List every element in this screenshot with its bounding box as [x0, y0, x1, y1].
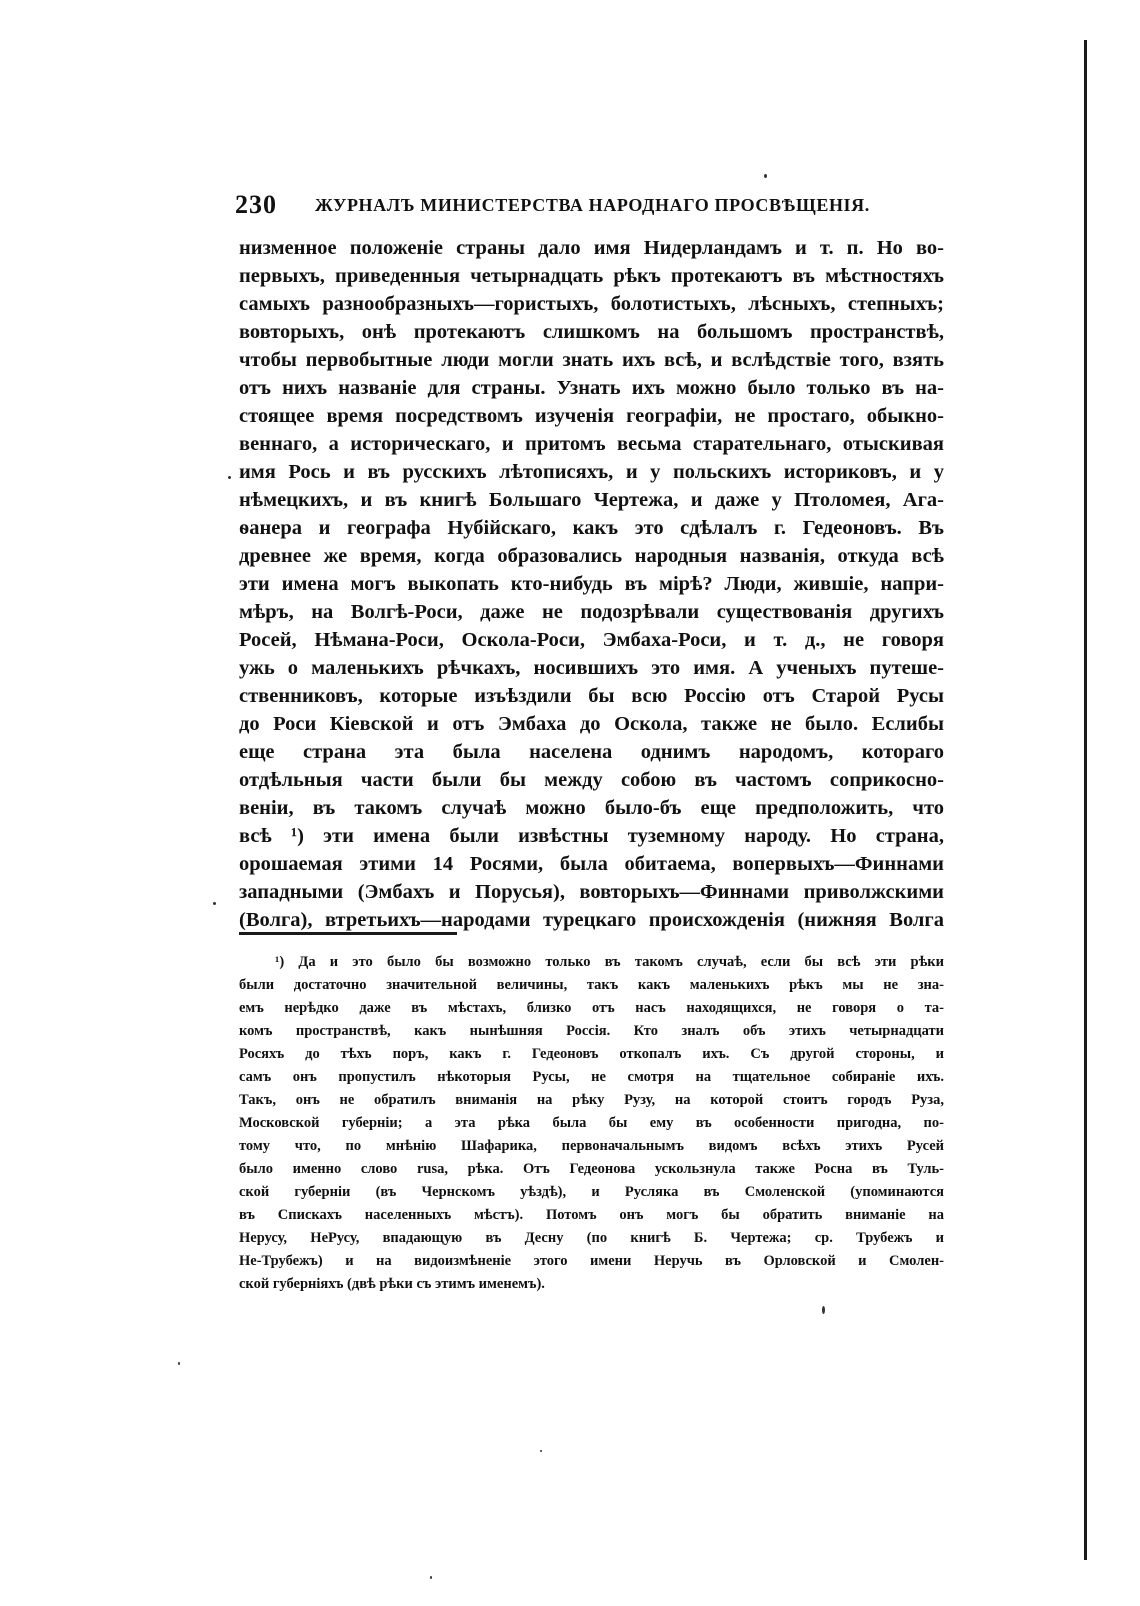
text-line: нѣмецкихъ, и въ книгѣ Большаго Чертежа, и даже у Птоломея, Ага-	[239, 489, 944, 511]
scan-speck	[430, 1576, 432, 1579]
text-line: низменное положеніе страны дало имя Нидерландамъ и т. п. Но во-	[239, 237, 944, 259]
scan-speck	[764, 174, 767, 178]
running-title: ЖУРНАЛЪ МИНИСТЕРСТВА НАРОДНАГО ПРОСВѢЩЕНІЯ.	[315, 195, 870, 215]
text-line: западными (Эмбахъ и Порусья), вовторыхъ—Финнами приволжскими	[239, 881, 944, 903]
text-line: отдѣльныя части были бы между собою въ частомъ соприкосно-	[239, 769, 944, 791]
footnote-line: Не-Трубежъ) и на видоизмѣненіе этого имени Неручь въ Орловской и Смолен-	[239, 1253, 944, 1269]
text-line: эти имена могъ выкопать кто-нибудь въ мірѣ? Люди, жившіе, напри-	[239, 573, 944, 595]
scan-speck	[228, 476, 231, 479]
footnote-line: тому что, по мнѣнію Шафарика, первоначальнымъ видомъ всѣхъ этихъ Русей	[239, 1138, 944, 1154]
footnote	[239, 951, 944, 1296]
page-header	[235, 190, 935, 220]
text-line: Росей, Нѣмана-Роси, Оскола-Роси, Эмбаха-Роси, и т. д., не говоря	[239, 629, 944, 651]
text-line: до Роси Кіевской и отъ Эмбаха до Оскола, также не было. Еслибы	[239, 713, 944, 735]
footnote-line: ¹) Да и это было бы возможно только въ такомъ случаѣ, если бы всѣ эти рѣки	[275, 954, 944, 970]
footnote-line: Росяхъ до тѣхъ поръ, какъ г. Гедеоновъ откопалъ ихъ. Съ другой стороны, и	[239, 1046, 944, 1062]
footnote-line: Нерусу, НеРусу, впадающую въ Десну (по книгѣ Б. Чертежа; ср. Трубежъ и	[239, 1230, 944, 1246]
text-line: древнее же время, когда образовались народныя названія, откуда всѣ	[239, 545, 944, 567]
text-line: веніи, въ такомъ случаѣ можно было-бъ еще предположить, что	[239, 797, 944, 819]
text-line: ственниковъ, которые изъѣздили бы всю Россію отъ Старой Русы	[239, 685, 944, 707]
text-line: ѳанера и географа Нубійскаго, какъ это сдѣлалъ г. Гедеоновъ. Въ	[239, 517, 944, 539]
text-line: мѣръ, на Волгѣ-Роси, даже не подозрѣвали существованія другихъ	[239, 601, 944, 623]
footnote-line: ской губерніяхъ (двѣ рѣки съ этимъ именемъ).	[239, 1276, 545, 1292]
page-number: 230	[235, 190, 277, 219]
footnote-line: Такъ, онъ не обратилъ вниманія на рѣку Рузу, на которой стоитъ городъ Руза,	[239, 1092, 944, 1108]
text-line: еще страна эта была населена однимъ народомъ, котораго	[239, 741, 944, 763]
text-line: стоящее время посредствомъ изученія географіи, не простаго, обыкно-	[239, 405, 944, 427]
main-text	[239, 234, 944, 934]
footnote-line: самъ онъ пропустилъ нѣкоторыя Русы, не смотря на тщательное собираніе ихъ.	[239, 1069, 944, 1085]
text-line: (Волга), втретьихъ—народами турецкаго происхожденія (нижняя Волга	[239, 909, 944, 931]
text-line: ужь о маленькихъ рѣчкахъ, носившихъ это имя. А ученыхъ путеше-	[239, 657, 944, 679]
text-line: чтобы первобытные люди могли знать ихъ всѣ, и вслѣдствіе того, взять	[239, 349, 944, 371]
text-line: отъ нихъ названіе для страны. Узнать ихъ можно было только въ на-	[239, 377, 944, 399]
footnote-line: ской губерніи (въ Чернскомъ уѣздѣ), и Русляка въ Смоленской (упоминаются	[239, 1184, 944, 1200]
text-line: первыхъ, приведенныя четырнадцать рѣкъ протекаютъ въ мѣстностяхъ	[239, 265, 944, 287]
footnote-line: было именно слово rusa, рѣка. Отъ Гедеонова ускользнула также Росна въ Туль-	[239, 1161, 944, 1177]
scan-speck	[822, 1306, 825, 1314]
footnote-line: Московской губерніи; а эта рѣка была бы ему въ особенности пригодна, по-	[239, 1115, 944, 1131]
footnote-line: въ Спискахъ населенныхъ мѣстъ). Потомъ онъ могъ бы обратить вниманіе на	[239, 1207, 944, 1223]
text-line: имя Рось и въ русскихъ лѣтописяхъ, и у польскихъ историковъ, и у	[239, 461, 944, 483]
scan-speck	[540, 1450, 542, 1452]
text-line: орошаемая этими 14 Росями, была обитаема, вопервыхъ—Финнами	[239, 853, 944, 875]
footnote-line: были достаточно значительной величины, такъ какъ маленькихъ рѣкъ мы не зна-	[239, 977, 944, 993]
text-line: вовторыхъ, онѣ протекаютъ слишкомъ на большомъ пространствѣ,	[239, 321, 944, 343]
footnote-separator	[239, 932, 457, 935]
scan-speck	[178, 1362, 180, 1365]
text-line: самыхъ разнообразныхъ—гористыхъ, болотистыхъ, лѣсныхъ, степныхъ;	[239, 293, 944, 315]
footnote-line: комъ пространствѣ, какъ нынѣшняя Россія. Кто зналъ объ этихъ четырнадцати	[239, 1023, 944, 1039]
scan-speck	[213, 902, 216, 905]
page-edge-rule	[1084, 40, 1087, 1560]
footnote-line: емъ нерѣдко даже въ мѣстахъ, близко отъ насъ находящихся, не говоря о та-	[239, 1000, 944, 1016]
text-line: веннаго, а историческаго, и притомъ весьма старательнаго, отыскивая	[239, 433, 944, 455]
text-line: всѣ ¹) эти имена были извѣстны туземному народу. Но страна,	[239, 825, 944, 847]
